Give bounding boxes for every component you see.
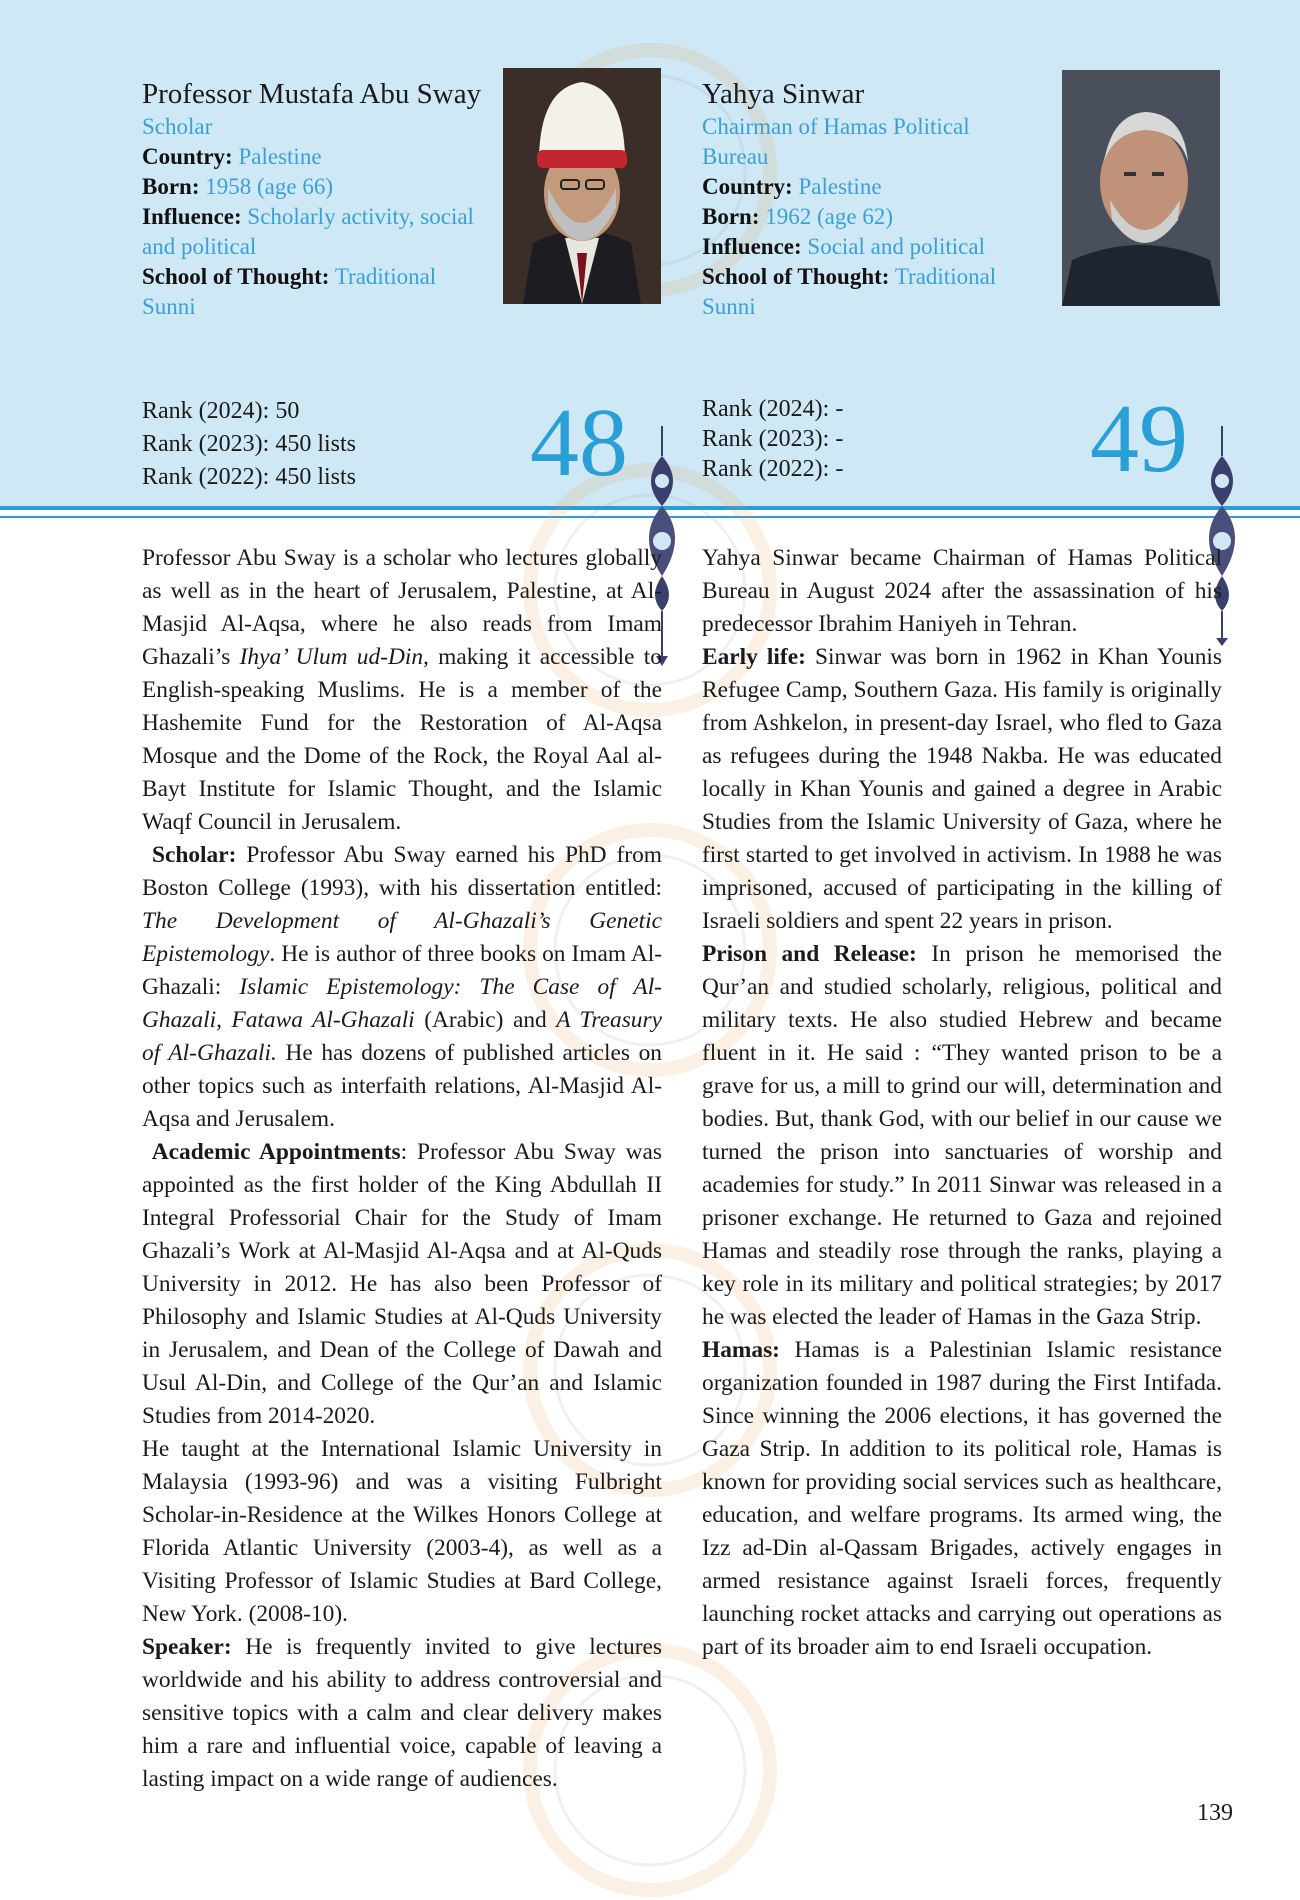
rank-number: 49: [1090, 385, 1188, 493]
right-article-body: [702, 542, 1222, 1664]
rank-line: Rank (2022): -: [702, 456, 844, 482]
profile-school: School of Thought: Traditional Sunni: [142, 264, 437, 319]
rank-number: 48: [530, 389, 628, 497]
profile-country: Country: Palestine: [142, 144, 322, 169]
rank-history: [142, 395, 356, 494]
rank-history: [702, 394, 843, 484]
article-paragraph: Scholar: Professor Abu Sway earned his PhD from Boston College (1993), with his dissertation entitled: The Development of Al-Ghazali’s Genetic Epistemology. He is author of three books on Imam Al-Ghazali: Islamic Epistemology: The Case of Al-Ghazali, Fatawa Al-Ghazali (Arabic) and A Treasury of Al-Ghazali. He has dozens of published articles on other topics such as interfaith relations, Al-Masjid Al-Aqsa and Jerusalem.: [142, 842, 662, 1132]
left-article-body: [142, 542, 662, 1796]
rank-line: Rank (2022): 450 lists: [142, 464, 356, 490]
article-paragraph: Academic Appointments: Professor Abu Sway was appointed as the first holder of the King Abdullah II Integral Professorial Chair for the Study of Imam Ghazali’s Work at Al-Masjid Al-Aqsa and at Al-Quds University in 2012. He has also been Professor of Philosophy and Islamic Studies at Al-Quds University in Jerusalem, and Dean of the College of Dawah and Usul Al-Din, and College of the Qur’an and Islamic Studies from 2014-2020.: [142, 1139, 662, 1429]
profile-born: Born: 1962 (age 62): [702, 204, 893, 229]
article-paragraph: Yahya Sinwar became Chairman of Hamas Political Bureau in August 2024 after the assassination of his predecessor Ibrahim Haniyeh in Tehran.: [702, 545, 1222, 637]
rank-line: Rank (2024): 50: [142, 398, 300, 424]
article-paragraph: Professor Abu Sway is a scholar who lectures globally as well as in the heart of Jerusalem, Palestine, at Al-Masjid Al-Aqsa, where he also reads from Imam Ghazali’s Ihya’ Ulum ud-Din, making it accessible to English-speaking Muslims. He is a member of the Hashemite Fund for the Restoration of Al-Aqsa Mosque and the Dome of the Rock, the Royal Aal al-Bayt Institute for Islamic Thought, and the Islamic Waqf Council in Jerusalem.: [142, 545, 662, 835]
profile-role: Scholar: [142, 114, 213, 139]
rank-line: Rank (2024): -: [702, 396, 844, 422]
article-paragraph: Early life: Sinwar was born in 1962 in Khan Younis Refugee Camp, Southern Gaza. His family is originally from Ashkelon, in present-day Israel, who fled to Gaza as refugees during the 1948 Nakba. He was educated locally in Khan Younis and gained a degree in Arabic Studies from the Islamic University of Gaza, where he first started to get involved in activism. In 1988 he was imprisoned, accused of participating in the killing of Israeli soldiers and spent 22 years in prison.: [702, 644, 1223, 934]
profile-influence: Influence: Social and political: [702, 234, 985, 259]
profile-role: Chairman of Hamas Political Bureau: [702, 114, 970, 169]
page-number: 139: [1197, 1800, 1233, 1826]
profile-name: Professor Mustafa Abu Sway: [142, 78, 482, 110]
profile-name: Yahya Sinwar: [702, 78, 865, 110]
profile-influence: Influence: Scholarly activity, social and political: [142, 204, 474, 259]
article-paragraph: Hamas: Hamas is a Palestinian Islamic resistance organization founded in 1987 during the First Intifada. Since winning the 2006 elections, it has governed the Gaza Strip. In addition to its political role, Hamas is known for providing social services such as healthcare, education, and welfare programs. Its armed wing, the Izz ad-Din al-Qassam Brigades, actively engages in armed resistance against Israeli forces, frequently launching rocket attacks and carrying out operations as part of its broader aim to end Israeli occupation.: [702, 1337, 1222, 1660]
portrait-photo: [1062, 70, 1220, 306]
profile-born: Born: 1958 (age 66): [142, 174, 333, 199]
left-profile-info: [142, 76, 492, 322]
article-paragraph: He taught at the International Islamic University in Malaysia (1993-96) and was a visiting Fulbright Scholar-in-Residence at the Wilkes Honors College at Florida Atlantic University (2003-4), as well as a Visiting Professor of Islamic Studies at Bard College, New York. (2008-10).: [142, 1436, 662, 1627]
rank-line: Rank (2023): 450 lists: [142, 431, 356, 457]
profile-country: Country: Palestine: [702, 174, 882, 199]
portrait-photo: [503, 68, 661, 304]
profile-school: School of Thought: Traditional Sunni: [702, 264, 997, 319]
right-profile-info: [702, 76, 1032, 322]
article-paragraph: Speaker: He is frequently invited to give lectures worldwide and his ability to address controversial and sensitive topics with a calm and clear delivery makes him a rare and influential voice, capable of leaving a lasting impact on a wide range of audiences.: [142, 1634, 662, 1792]
rank-line: Rank (2023): -: [702, 426, 844, 452]
article-paragraph: Prison and Release: In prison he memorised the Qur’an and studied scholarly, religious, political and military texts. He also studied Hebrew and became fluent in it. He said : “They wanted prison to be a grave for us, a mill to grind our will, determination and bodies. But, thank God, with our belief in our cause we turned the prison into sanctuaries of worship and academies for study.” In 2011 Sinwar was released in a prisoner exchange. He returned to Gaza and rejoined Hamas and steadily rose through the ranks, playing a key role in its military and political strategies; by 2017 he was elected the leader of Hamas in the Gaza Strip.: [702, 941, 1222, 1330]
